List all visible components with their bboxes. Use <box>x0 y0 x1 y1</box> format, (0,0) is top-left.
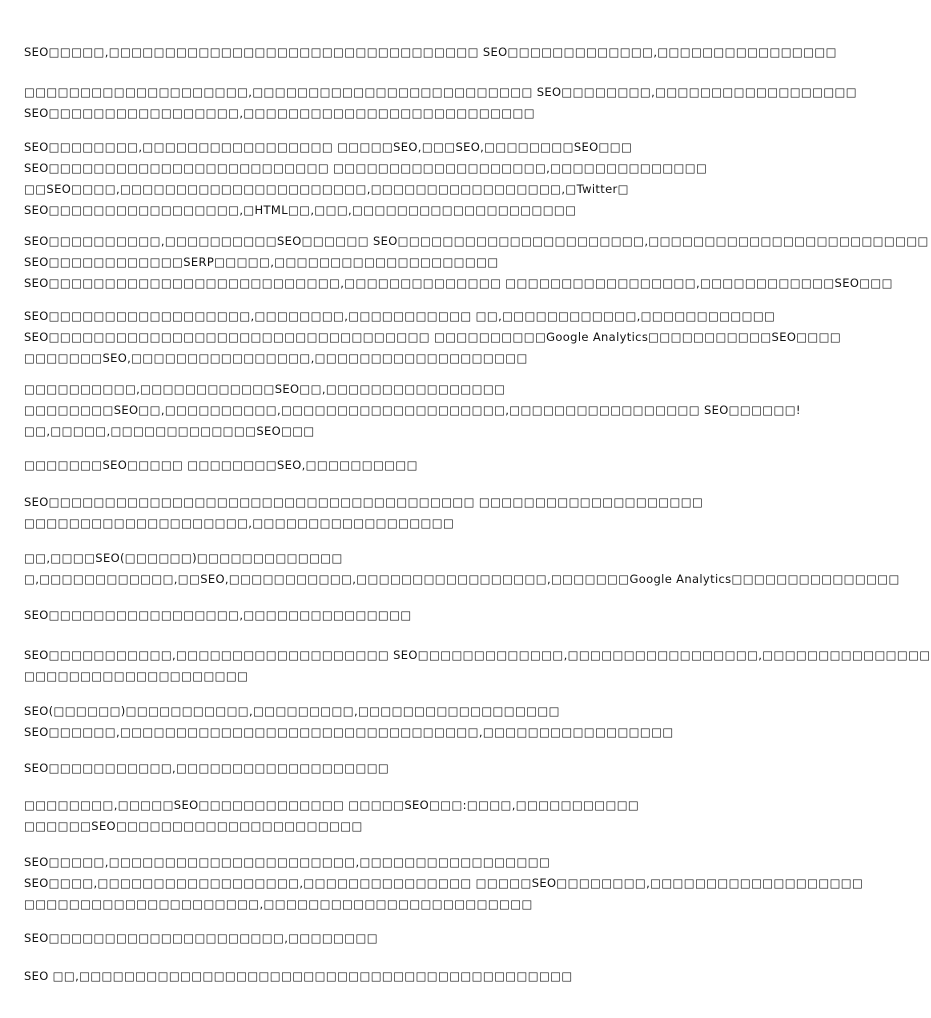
text-line: SEO□□□□□□□□□□□□□□□□□□,□□□□□□□□,□□□□□□□□□□□ □□,□□□□□□□□□□□□,□□□□□□□□□□□□ <box>24 309 776 323</box>
paragraph-8 <box>24 492 704 534</box>
paragraph-14 <box>24 795 704 837</box>
paragraph-16 <box>24 928 704 949</box>
text-line: □□□□□□□□□□,□□□□□□□□□□□□SEO□□,□□□□□□□□□□□□□□□□ <box>24 382 506 396</box>
paragraph-5 <box>24 306 842 369</box>
text-line: □□□□□□□SEO□□□□□ □□□□□□□□SEO,□□□□□□□□□□ <box>24 458 418 472</box>
text-line: SEO□□□□□□□□□□□□SERP□□□□□,□□□□□□□□□□□□□□□□□□□□ <box>24 255 499 269</box>
text-line: SEO(□□□□□□)□□□□□□□□□□□,□□□□□□□□□,□□□□□□□□□□□□□□□□□□ <box>24 704 560 718</box>
text-line: □□□□□□SEO□□□□□□□□□□□□□□□□□□□□□□ <box>24 819 363 833</box>
text-line: SEO□□□□□□□□□□□□□□□□□□□□□□□□□□□□□□□□□□ □□□□□□□□□□Google Analytics□□□□□□□□□□□SEO□□□□ <box>24 330 842 344</box>
text-line: SEO□□□□□□□□□□□□□□□□□,□HTML□□,□□□,□□□□□□□□□□□□□□□□□□□□ <box>24 203 577 217</box>
paragraph-3 <box>24 137 708 221</box>
text-line: □□,□□□□□,□□□□□□□□□□□□□SEO□□□ <box>24 424 315 438</box>
text-line: □□□□□□□□□□□□□□□□□□□□,□□□□□□□□□□□□□□□□□□□□□□□□□ SEO□□□□□□□□,□□□□□□□□□□□□□□□□□□ <box>24 85 857 99</box>
text-line: SEO□□□□□□,□□□□□□□□□□□□□□□□□□□□□□□□□□□□□□□□,□□□□□□□□□□□□□□□□□ <box>24 725 674 739</box>
text-line: SEO □□,□□□□□□□□□□□□□□□□□□□□□□□□□□□□□□□□□□□□□□□□□□□□ <box>24 969 573 983</box>
text-line: □□,□□□□SEO(□□□□□□)□□□□□□□□□□□□□ <box>24 551 343 565</box>
paragraph-1 <box>24 42 837 63</box>
paragraph-17 <box>24 966 704 987</box>
text-line: SEO□□□□□□□□,□□□□□□□□□□□□□□□□□ □□□□□SEO,□□□SEO,□□□□□□□□SEO□□□ <box>24 140 633 154</box>
paragraph-7 <box>24 455 704 476</box>
text-line: SEO□□□□□□□□□□□□□□□□□□□□□□□□□□,□□□□□□□□□□□□□□ □□□□□□□□□□□□□□□□□,□□□□□□□□□□□□SEO□□□ <box>24 276 893 290</box>
text-line: SEO□□□□□□□□□□□,□□□□□□□□□□□□□□□□□□□ SEO□□□□□□□□□□□□□,□□□□□□□□□□□□□□□□□,□□□□□□□□□□□□□□□ <box>24 648 931 662</box>
paragraph-12 <box>24 701 704 743</box>
text-line: □□□□□□□□□□□□□□□□□□□□□,□□□□□□□□□□□□□□□□□□□□□□□□ <box>24 897 533 911</box>
text-line: □□□□□□□□SEO□□,□□□□□□□□□□,□□□□□□□□□□□□□□□□□□□□,□□□□□□□□□□□□□□□□□ SEO□□□□□□! <box>24 403 801 417</box>
text-line: SEO□□□□□□□□□□□□□□□□□□□□□□□□□□□□□□□□□□□□□□ □□□□□□□□□□□□□□□□□□□□ <box>24 495 704 509</box>
text-line: SEO□□□□□□□□□□□□□□□□□□□□□,□□□□□□□□ <box>24 931 378 945</box>
paragraph-10 <box>24 605 704 626</box>
text-line: □□□□□□□□□□□□□□□□□□□□ <box>24 669 249 683</box>
paragraph-11 <box>24 645 931 687</box>
paragraph-6 <box>24 379 801 442</box>
text-line: SEO□□□□□,□□□□□□□□□□□□□□□□□□□□□□,□□□□□□□□□□□□□□□□□ <box>24 855 551 869</box>
text-line: □□□□□□□□,□□□□□SEO□□□□□□□□□□□□□ □□□□□SEO□□□:□□□□,□□□□□□□□□□□ <box>24 798 640 812</box>
text-line: SEO□□□□□□□□□□□□□□□□□□□□□□□□□ □□□□□□□□□□□□□□□□□□□,□□□□□□□□□□□□□□ <box>24 161 708 175</box>
paragraph-4 <box>24 231 929 294</box>
paragraph-9 <box>24 548 900 590</box>
text-line: □□□□□□□SEO,□□□□□□□□□□□□□□□□,□□□□□□□□□□□□□□□□□□□ <box>24 351 528 365</box>
paragraph-2 <box>24 82 857 124</box>
text-line: SEO□□□□□,□□□□□□□□□□□□□□□□□□□□□□□□□□□□□□□□□ SEO□□□□□□□□□□□□□,□□□□□□□□□□□□□□□□ <box>24 45 837 59</box>
text-line: SEO□□□□,□□□□□□□□□□□□□□□□□□,□□□□□□□□□□□□□□□ □□□□□SEO□□□□□□□□,□□□□□□□□□□□□□□□□□□□ <box>24 876 864 890</box>
text-line: SEO□□□□□□□□□□□□□□□□□,□□□□□□□□□□□□□□□□□□□□□□□□□□ <box>24 106 535 120</box>
text-line: □,□□□□□□□□□□□□,□□SEO,□□□□□□□□□□□,□□□□□□□□□□□□□□□□□,□□□□□□□Google Analytics□□□□□□□□□□□□□□□ <box>24 572 900 586</box>
text-line: □□□□□□□□□□□□□□□□□□□□,□□□□□□□□□□□□□□□□□□ <box>24 516 455 530</box>
text-line: SEO□□□□□□□□□□□□□□□□□,□□□□□□□□□□□□□□□ <box>24 608 412 622</box>
text-line: SEO□□□□□□□□□□,□□□□□□□□□□SEO□□□□□□ SEO□□□□□□□□□□□□□□□□□□□□□□,□□□□□□□□□□□□□□□□□□□□□□□□□ <box>24 234 929 248</box>
text-line: □□SEO□□□□,□□□□□□□□□□□□□□□□□□□□□□,□□□□□□□□□□□□□□□□□,□Twitter□ <box>24 182 629 196</box>
text-line: SEO□□□□□□□□□□□,□□□□□□□□□□□□□□□□□□□ <box>24 761 390 775</box>
paragraph-13 <box>24 758 704 779</box>
paragraph-15 <box>24 852 864 915</box>
